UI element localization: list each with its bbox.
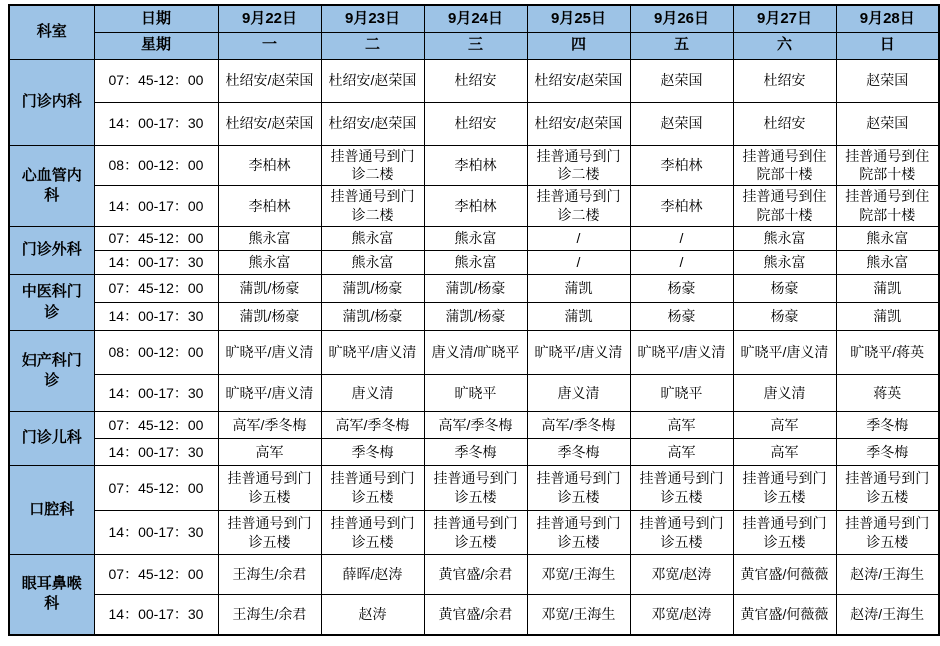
schedule-row (9, 439, 939, 466)
duty-cell: 李柏林 (630, 145, 733, 186)
duty-cell: 李柏林 (424, 186, 527, 227)
duty-cell: 挂普通号到住院部十楼 (733, 145, 836, 186)
duty-cell: 挂普通号到门诊五楼 (218, 511, 321, 555)
schedule-row (9, 375, 939, 412)
duty-cell: 挂普通号到门诊二楼 (527, 145, 630, 186)
duty-cell: 赵荣国 (630, 102, 733, 145)
date-header: 9月26日 (630, 5, 733, 32)
duty-cell: 黄官盛/余君 (424, 555, 527, 595)
duty-schedule-table (8, 4, 940, 636)
time-slot-cell: 07：45-12：00 (94, 227, 218, 251)
time-slot-cell: 08：00-12：00 (94, 145, 218, 186)
duty-cell: 高军 (630, 439, 733, 466)
department-name-cell: 门诊内科 (9, 59, 94, 145)
duty-cell: 熊永富 (836, 251, 939, 275)
time-slot-cell: 07：45-12：00 (94, 59, 218, 102)
duty-cell: 薛晖/赵涛 (321, 555, 424, 595)
time-slot-cell: 07：45-12：00 (94, 555, 218, 595)
duty-cell: 挂普通号到门诊五楼 (424, 466, 527, 511)
schedule-row (9, 331, 939, 375)
department-name-cell: 中医科门诊 (9, 275, 94, 331)
duty-cell: 熊永富 (733, 227, 836, 251)
duty-cell: / (527, 251, 630, 275)
duty-cell: 熊永富 (218, 227, 321, 251)
duty-cell: 唐义清 (733, 375, 836, 412)
duty-cell: 旷晓平/唐义清 (630, 331, 733, 375)
duty-cell: 赵荣国 (836, 59, 939, 102)
duty-cell: 旷晓平/蒋英 (836, 331, 939, 375)
duty-cell: 杜绍安/赵荣国 (218, 59, 321, 102)
schedule-row (9, 251, 939, 275)
date-header: 9月23日 (321, 5, 424, 32)
duty-cell: 杜绍安 (733, 102, 836, 145)
weekday-header: 五 (630, 32, 733, 59)
duty-cell: 挂普通号到门诊五楼 (630, 466, 733, 511)
department-name-cell: 门诊儿科 (9, 412, 94, 466)
schedule-row (9, 595, 939, 635)
time-slot-cell: 14：00-17：30 (94, 595, 218, 635)
duty-cell: 高军/季冬梅 (424, 412, 527, 439)
duty-cell: 挂普通号到门诊五楼 (424, 511, 527, 555)
schedule-row (9, 275, 939, 303)
duty-cell: 熊永富 (836, 227, 939, 251)
duty-cell: 赵涛 (321, 595, 424, 635)
duty-cell: 挂普通号到住院部十楼 (733, 186, 836, 227)
duty-cell: 杜绍安 (424, 59, 527, 102)
duty-cell: 熊永富 (321, 227, 424, 251)
duty-cell: 蒲凯 (836, 303, 939, 331)
duty-cell: 挂普通号到门诊五楼 (527, 511, 630, 555)
duty-cell: 蒲凯/杨豪 (321, 275, 424, 303)
duty-cell: 挂普通号到门诊五楼 (733, 466, 836, 511)
duty-cell: 挂普通号到门诊五楼 (218, 466, 321, 511)
duty-cell: 蒲凯/杨豪 (218, 275, 321, 303)
department-name-cell: 心血管内科 (9, 145, 94, 227)
duty-cell: 王海生/余君 (218, 555, 321, 595)
duty-cell: 杜绍安 (733, 59, 836, 102)
duty-cell: / (630, 251, 733, 275)
duty-cell: 熊永富 (218, 251, 321, 275)
duty-cell: 旷晓平/唐义清 (218, 331, 321, 375)
time-slot-cell: 14：00-17：30 (94, 375, 218, 412)
duty-cell: 杨豪 (733, 303, 836, 331)
duty-cell: 王海生/余君 (218, 595, 321, 635)
time-slot-cell: 07：45-12：00 (94, 275, 218, 303)
date-header: 9月22日 (218, 5, 321, 32)
duty-cell: 蒲凯/杨豪 (424, 303, 527, 331)
time-slot-cell: 14：00-17：30 (94, 439, 218, 466)
week-row-label: 星期 (94, 32, 218, 59)
department-name-cell: 妇产科门诊 (9, 331, 94, 412)
duty-cell: 季冬梅 (836, 439, 939, 466)
duty-cell: 赵荣国 (836, 102, 939, 145)
schedule-row (9, 102, 939, 145)
duty-cell: 季冬梅 (836, 412, 939, 439)
duty-cell: 李柏林 (218, 145, 321, 186)
duty-cell: 邓宽/赵涛 (630, 555, 733, 595)
department-name-cell: 门诊外科 (9, 227, 94, 275)
duty-cell: 唐义清 (321, 375, 424, 412)
duty-cell: 邓宽/王海生 (527, 555, 630, 595)
duty-cell: 高军/季冬梅 (218, 412, 321, 439)
schedule-row (9, 227, 939, 251)
duty-cell: 旷晓平 (630, 375, 733, 412)
duty-cell: 唐义清/旷晓平 (424, 331, 527, 375)
department-name-cell: 眼耳鼻喉科 (9, 555, 94, 635)
schedule-row (9, 186, 939, 227)
duty-cell: 蒲凯 (527, 275, 630, 303)
duty-cell: 熊永富 (424, 251, 527, 275)
duty-cell: 挂普通号到门诊二楼 (527, 186, 630, 227)
weekday-header-row (9, 32, 939, 59)
time-slot-cell: 14：00-17：30 (94, 511, 218, 555)
duty-cell: 熊永富 (321, 251, 424, 275)
schedule-row (9, 511, 939, 555)
duty-cell: 季冬梅 (321, 439, 424, 466)
weekday-header: 日 (836, 32, 939, 59)
duty-cell: 熊永富 (424, 227, 527, 251)
schedule-body (9, 59, 939, 635)
duty-cell: 挂普通号到门诊五楼 (527, 466, 630, 511)
duty-cell: 挂普通号到门诊五楼 (836, 511, 939, 555)
duty-cell: 黄官盛/何薇薇 (733, 555, 836, 595)
schedule-row (9, 59, 939, 102)
duty-cell: 蒲凯/杨豪 (218, 303, 321, 331)
date-header: 9月25日 (527, 5, 630, 32)
duty-cell: 高军 (733, 439, 836, 466)
duty-cell: 杜绍安/赵荣国 (527, 102, 630, 145)
time-slot-cell: 14：00-17：30 (94, 251, 218, 275)
weekday-header: 三 (424, 32, 527, 59)
duty-cell: 旷晓平/唐义清 (218, 375, 321, 412)
duty-cell: 杨豪 (630, 303, 733, 331)
department-name-cell: 口腔科 (9, 466, 94, 555)
weekday-header: 六 (733, 32, 836, 59)
duty-cell: 杜绍安/赵荣国 (218, 102, 321, 145)
duty-cell: 黄官盛/余君 (424, 595, 527, 635)
duty-cell: 挂普通号到门诊五楼 (630, 511, 733, 555)
date-header-row (9, 5, 939, 32)
duty-cell: 邓宽/赵涛 (630, 595, 733, 635)
duty-cell: 赵涛/王海生 (836, 555, 939, 595)
duty-cell: 挂普通号到门诊五楼 (321, 466, 424, 511)
duty-cell: 挂普通号到门诊二楼 (321, 145, 424, 186)
duty-cell: 季冬梅 (424, 439, 527, 466)
weekday-header: 四 (527, 32, 630, 59)
duty-cell: 赵荣国 (630, 59, 733, 102)
duty-cell: 杜绍安 (424, 102, 527, 145)
duty-cell: 杨豪 (630, 275, 733, 303)
duty-cell: 杨豪 (733, 275, 836, 303)
duty-cell: 挂普通号到门诊二楼 (321, 186, 424, 227)
duty-cell: 挂普通号到门诊五楼 (836, 466, 939, 511)
duty-cell: 旷晓平/唐义清 (527, 331, 630, 375)
time-slot-cell: 07：45-12：00 (94, 412, 218, 439)
duty-cell: 高军 (218, 439, 321, 466)
duty-cell: 蒲凯 (836, 275, 939, 303)
duty-cell: / (527, 227, 630, 251)
date-header: 9月28日 (836, 5, 939, 32)
duty-cell: 季冬梅 (527, 439, 630, 466)
date-header: 9月24日 (424, 5, 527, 32)
duty-cell: 挂普通号到门诊五楼 (733, 511, 836, 555)
corner-header-department: 科室 (9, 5, 94, 59)
duty-cell: 杜绍安/赵荣国 (527, 59, 630, 102)
date-row-label: 日期 (94, 5, 218, 32)
schedule-row (9, 412, 939, 439)
schedule-row (9, 303, 939, 331)
duty-cell: 挂普通号到住院部十楼 (836, 186, 939, 227)
schedule-row (9, 145, 939, 186)
time-slot-cell: 08：00-12：00 (94, 331, 218, 375)
weekday-header: 一 (218, 32, 321, 59)
schedule-row (9, 466, 939, 511)
duty-cell: 蒋英 (836, 375, 939, 412)
duty-cell: 蒲凯/杨豪 (424, 275, 527, 303)
duty-cell: 李柏林 (630, 186, 733, 227)
duty-cell: 唐义清 (527, 375, 630, 412)
duty-cell: 旷晓平/唐义清 (321, 331, 424, 375)
duty-cell: 李柏林 (218, 186, 321, 227)
duty-cell: 熊永富 (733, 251, 836, 275)
duty-cell: 挂普通号到住院部十楼 (836, 145, 939, 186)
duty-cell: 黄官盛/何薇薇 (733, 595, 836, 635)
weekday-header: 二 (321, 32, 424, 59)
schedule-row (9, 555, 939, 595)
time-slot-cell: 14：00-17：30 (94, 303, 218, 331)
duty-cell: 杜绍安/赵荣国 (321, 59, 424, 102)
duty-cell: 高军/季冬梅 (321, 412, 424, 439)
duty-cell: 高军 (630, 412, 733, 439)
duty-cell: 赵涛/王海生 (836, 595, 939, 635)
duty-cell: 杜绍安/赵荣国 (321, 102, 424, 145)
time-slot-cell: 07：45-12：00 (94, 466, 218, 511)
duty-cell: 高军 (733, 412, 836, 439)
duty-cell: 蒲凯/杨豪 (321, 303, 424, 331)
duty-cell: 蒲凯 (527, 303, 630, 331)
duty-cell: 李柏林 (424, 145, 527, 186)
time-slot-cell: 14：00-17：00 (94, 186, 218, 227)
duty-cell: 高军/季冬梅 (527, 412, 630, 439)
date-header: 9月27日 (733, 5, 836, 32)
duty-cell: 挂普通号到门诊五楼 (321, 511, 424, 555)
time-slot-cell: 14：00-17：30 (94, 102, 218, 145)
duty-cell: 邓宽/王海生 (527, 595, 630, 635)
duty-cell: 旷晓平/唐义清 (733, 331, 836, 375)
duty-cell: / (630, 227, 733, 251)
duty-cell: 旷晓平 (424, 375, 527, 412)
